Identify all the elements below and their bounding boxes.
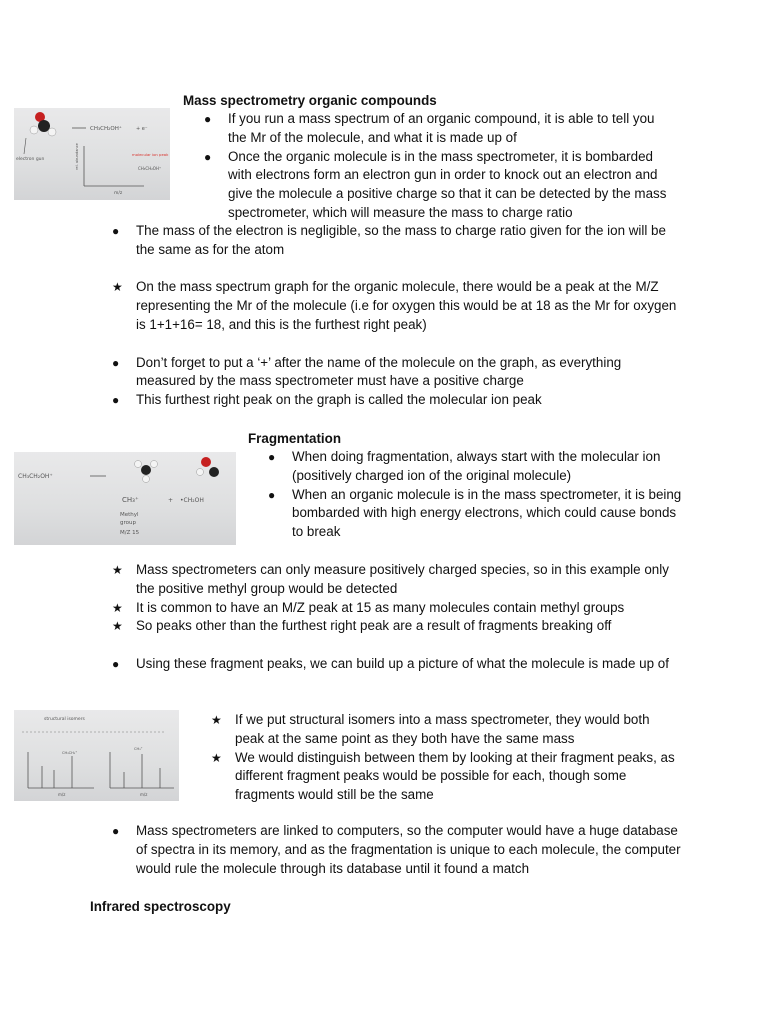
bullet-marker: ●: [112, 656, 120, 671]
photo2-ch3: CH₃⁺: [122, 496, 139, 504]
ms-intro-list: [204, 110, 674, 223]
bullet-marker: ●: [204, 112, 212, 126]
list-item: ● Once the organic molecule is in the mass spectrometer, it is bombarded with electrons form an electron gun in order to knock out an electron and give the molecule a positive charge so that it can be detected by the mass spectrometer, which will measure the mass to charge ratio: [204, 148, 667, 220]
photo2-formula: CH₃CH₂OH⁺: [18, 473, 53, 480]
list-item: ★ So peaks other than the furthest right peak are a result of fragments breaking off: [112, 617, 682, 636]
bullet-marker: ●: [112, 355, 120, 370]
computer-list: [112, 822, 682, 878]
carbon-atom: [141, 465, 151, 475]
photo3-header: structural isomers: [44, 717, 85, 722]
list-item: ★ We would distinguish between them by looking at their fragment peaks, as different fragment peaks would be possible for each, though some fragments would still be the same: [211, 749, 675, 803]
star-marker: ★: [211, 713, 222, 727]
frag-side-list: [268, 448, 688, 542]
list-item: ● When doing fragmentation, always start with the molecular ion (positively charged ion of the original molecule): [268, 449, 661, 483]
photo3-peak-label2: CH₃⁺: [134, 747, 143, 751]
star-marker: ★: [112, 563, 123, 577]
list-item: ★ On the mass spectrum graph for the organic molecule, there would be a peak at the M/Z representing the Mr of the molecule (i.e for oxygen this would be at 18 as the Mr for oxygen is 1+1+16= 18, and this is the furthest right peak): [112, 279, 677, 332]
ms-main-list: [112, 222, 682, 410]
carbon-atom: [209, 467, 219, 477]
star-marker: ★: [112, 619, 123, 634]
photo2-group: group: [120, 520, 136, 526]
list-item: ● When an organic molecule is in the mass spectrometer, it is being bombarded with high energy electrons, which could cause bonds to break: [268, 486, 682, 540]
photo1-formula: CH₃CH₂OH⁺: [90, 126, 122, 132]
bullet-marker: ●: [268, 450, 276, 464]
bullet-marker: ●: [112, 224, 120, 238]
photo1-plus-electron: + e⁻: [136, 126, 148, 132]
bullet-marker: ●: [112, 824, 120, 838]
hydrogen-atom: [135, 461, 142, 468]
mass-spectrum-sketch: [14, 108, 170, 200]
star-marker: ★: [112, 280, 123, 295]
hydrogen-atom: [151, 461, 158, 468]
fragmentation-sketch: [14, 452, 236, 545]
bullet-marker: ●: [204, 149, 212, 164]
bullet-marker: ●: [112, 393, 120, 408]
photo2-ch2oh: •CH₂OH: [180, 497, 204, 504]
photo1-axis-y: rel. abundance: [75, 143, 79, 170]
list-item: ★ Mass spectrometers can only measure positively charged species, so in this example only the positive methyl group would be detected: [112, 562, 669, 596]
ir-title: Infrared spectroscopy: [90, 899, 231, 914]
photo2-methyl: Methyl: [120, 512, 139, 518]
list-item: ● Using these fragment peaks, we can build up a picture of what the molecule is made up of: [112, 655, 682, 674]
photo2-plus: +: [168, 497, 174, 504]
list-item: ● The mass of the electron is negligible, so the mass to charge ratio given for the ion will be the same as for the atom: [112, 223, 666, 257]
photo3-axis-x1: m/z: [58, 792, 66, 797]
isomer-spectra-sketch: [14, 710, 179, 801]
oxygen-atom: [201, 457, 211, 467]
list-item: ● Mass spectrometers are linked to computers, so the computer would have a huge database of spectra in its memory, and as the fragmentation is unique to each molecule, the computer would rule the molecule through its database until it found a match: [112, 823, 681, 876]
list-item: ● This furthest right peak on the graph is called the molecular ion peak: [112, 391, 682, 410]
gun-arrow: [24, 138, 26, 154]
bullet-marker: ●: [268, 487, 276, 502]
list-item: ● If you run a mass spectrum of an organic compound, it is able to tell you the Mr of the molecule, and what it is made up of: [204, 111, 655, 145]
isomer-list: [211, 711, 681, 805]
photo-mass-spectrum-sketch: [14, 108, 170, 200]
photo1-note-formula: CH₃CH₂OH⁺: [138, 166, 162, 171]
photo3-axis-x2: m/z: [140, 792, 148, 797]
photo1-note-red: molecular ion peak: [132, 152, 169, 157]
hydrogen-atom: [30, 126, 38, 134]
list-item: ★ If we put structural isomers into a mass spectrometer, they would both peak at the same point as they both have the same mass: [211, 712, 650, 746]
hydrogen-atom: [48, 128, 56, 136]
list-item: ● Don’t forget to put a ‘+’ after the name of the molecule on the graph, as everything measured by the mass spectrometer must have a positive charge: [112, 354, 622, 389]
frag-title: Fragmentation: [248, 431, 341, 446]
frag-main-list: [112, 561, 682, 674]
ms-title: Mass spectrometry organic compounds: [183, 93, 437, 108]
photo3-peak-label1: CH₃CH₂⁺: [62, 751, 78, 755]
hydrogen-atom: [197, 469, 204, 476]
star-marker: ★: [211, 750, 222, 765]
photo-isomer-spectra-sketch: [14, 710, 179, 801]
photo-fragmentation-sketch: [14, 452, 236, 545]
photo1-electron-gun: electron gun: [16, 157, 45, 162]
photo1-axis-x: m/z: [114, 191, 123, 196]
hydrogen-atom: [143, 476, 150, 483]
star-marker: ★: [112, 600, 123, 615]
list-item: ★ It is common to have an M/Z peak at 15 as many molecules contain methyl groups: [112, 599, 682, 618]
photo2-mz: M/Z 15: [120, 530, 140, 536]
